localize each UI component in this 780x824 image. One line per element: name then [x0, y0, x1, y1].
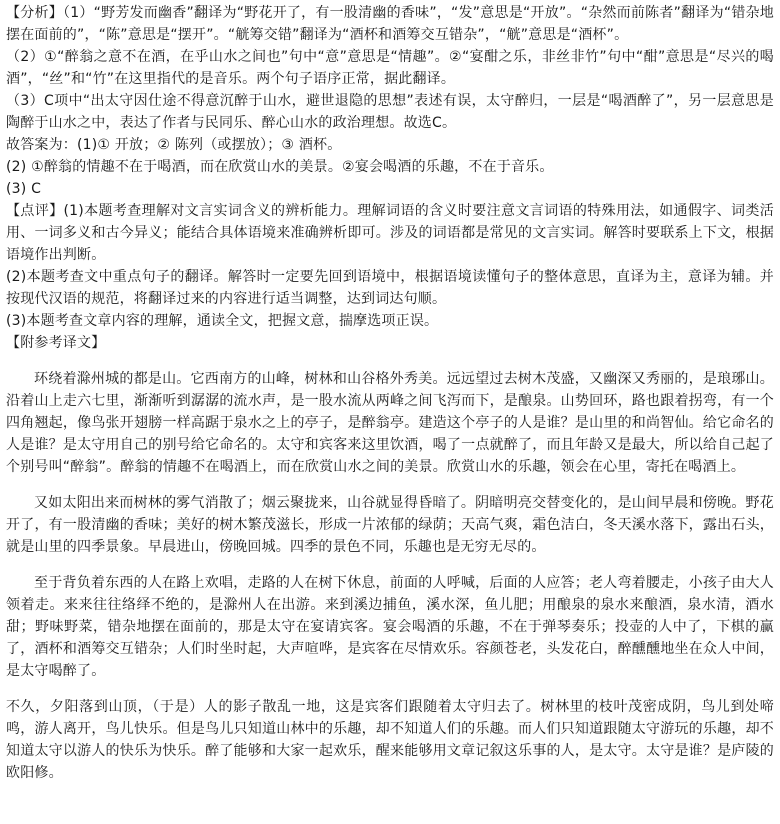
comment-item-3: (3)本题考查文章内容的理解，通读全文，把握文意，揣摩选项正误。: [6, 313, 439, 329]
translation-section: [6, 332, 774, 784]
comment-heading: 【点评】: [6, 203, 64, 219]
analysis-item-1: [6, 2, 774, 46]
comment-item-1: [6, 200, 774, 266]
answer-section: [6, 134, 774, 200]
analysis-item-2: （2）①“醉翁之意不在酒，在乎山水之间也”句中“意”意思是“情趣”。②“宴酣之乐，非丝非竹”句中“酣”意思是“尽兴的喝酒”，“丝”和“竹”在这里指代的是音乐。两个句子语序正常，据此翻译。: [6, 49, 774, 87]
translation-paragraph: 至于背负着东西的人在路上欢唱，走路的人在树下休息，前面的人呼喊，后面的人应答；老人弯着腰走，小孩子由大人领着走。来来往往络绎不绝的，是滁州人在出游。来到溪边捕鱼，溪水深，鱼儿肥；用酿泉的泉水来酿酒，泉水清，酒水甜；野味野菜，错杂地摆在面前的，那是太守在宴请宾客。宴会喝酒的乐趣，不在于弹琴奏乐；投壶的人中了，下棋的赢了，酒杯和酒筹交互错杂；人们时坐时起，大声喧哗，是宾客在尽情欢乐。容颜苍老，头发花白，醉醺醺地坐在众人中间，是太守喝醉了。: [6, 575, 774, 679]
analysis-item-3: （3）C项中“出太守因仕途不得意沉醉于山水，避世退隐的思想”表述有误，太守醉归，一层是“喝酒醉了”，另一层意思是陶醉于山水之中，表达了作者与民同乐、醉心山水的政治理想。故选C。: [6, 93, 774, 131]
analysis-item-1-text: （1）“野芳发而幽香”翻译为“野花开了，有一股清幽的香味”，“发”意思是“开放”。“杂然而前陈者”翻译为“错杂地摆在面前的”，“陈”意思是“摆开”。“觥筹交错”翻译为“酒杯和酒筹交互错杂”，“觥”意思是“酒杯”。: [6, 5, 774, 43]
analysis-heading: 【分析】: [6, 5, 63, 21]
comment-item-2: (2)本题考查文中重点句子的翻译。解答时一定要先回到语境中，根据语境读懂句子的整体意思，直译为主，意译为辅。并按现代汉语的规范，将翻译过来的内容进行适当调整，达到词达句顺。: [6, 269, 774, 307]
translation-paragraph: 不久，夕阳落到山顶，（于是）人的影子散乱一地，这是宾客们跟随着太守归去了。树林里的枝叶茂密成阴，鸟儿到处啼鸣，游人离开，鸟儿快乐。但是鸟儿只知道山林中的乐趣，却不知道人们的乐趣。而人们只知道跟随太守游玩的乐趣，却不知道太守以游人的快乐为快乐。醉了能够和大家一起欢乐，醒来能够用文章记叙这乐事的人，是太守。太守是谁？是庐陵的欧阳修。: [6, 699, 774, 781]
answer-line-1: 故答案为：(1)① 开放；② 陈列（或摆放）；③ 酒杯。: [6, 137, 342, 153]
translation-paragraph: 又如太阳出来而树林的雾气消散了；烟云聚拢来，山谷就显得昏暗了。阴暗明亮交替变化的，是山间早晨和傍晚。野花开了，有一股清幽的香味；美好的树木繁茂滋长，形成一片浓郁的绿荫；天高气爽，霜色洁白，冬天溪水落下，露出石头，就是山里的四季景象。早晨进山，傍晚回城。四季的景色不同，乐趣也是无穷无尽的。: [6, 495, 774, 555]
answer-line-2: (2) ①醉翁的情趣不在于喝酒，而在欣赏山水的美景。②宴会喝酒的乐趣，不在于音乐。: [6, 159, 554, 175]
answer-line-3: (3) C: [6, 181, 42, 197]
translation-heading: 【附参考译文】: [6, 335, 106, 351]
comment-section: [6, 200, 774, 332]
comment-item-1-text: (1)本题考查理解对文言实词含义的辨析能力。理解词语的含义时要注意文言词语的特殊用法，如通假字、词类活用、一词多义和古今异义；能结合具体语境来准确辨析即可。涉及的词语都是常见的文言实词。解答时要联系上下文，根据语境作出判断。: [6, 203, 774, 263]
analysis-section: [6, 2, 774, 134]
translation-paragraph: 环绕着滁州城的都是山。它西南方的山峰，树林和山谷格外秀美。远远望过去树木茂盛，又幽深又秀丽的，是琅琊山。沿着山上走六七里，渐渐听到潺潺的流水声，是一股水流从两峰之间飞泻而下，是酿泉。山势回环，路也跟着拐弯，有一个四角翘起，像鸟张开翅膀一样高踞于泉水之上的亭子，是醉翁亭。建造这个亭子的人是谁？是山里的和尚智仙。给它命名的人是谁？是太守用自己的别号给它命名的。太守和宾客来这里饮酒，喝了一点就醉了，而且年龄又是最大，所以给自己起了个别号叫“醉翁”。醉翁的情趣不在喝酒上，而在欣赏山水之间的美景。欣赏山水的乐趣，领会在心里，寄托在喝酒上。: [6, 371, 774, 475]
